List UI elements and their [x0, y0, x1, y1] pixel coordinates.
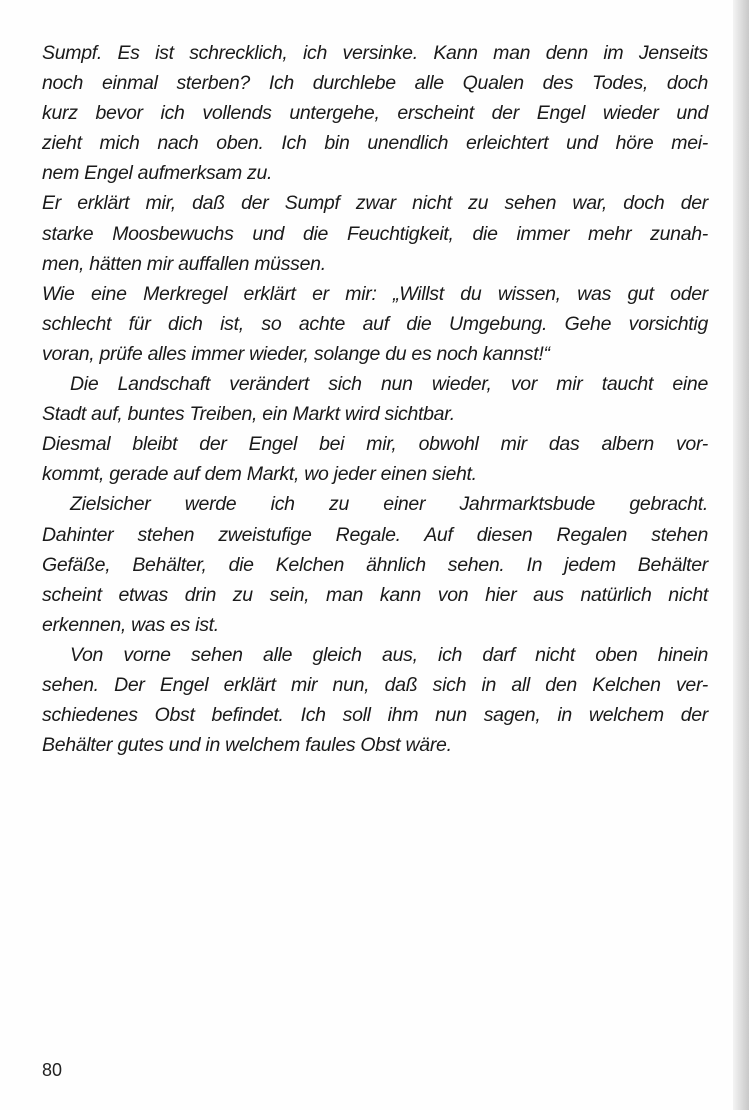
- text-line: men, hätten mir auffallen müssen.: [42, 252, 326, 275]
- text-line: schlecht für dich ist, so achte auf die Umgebung. Gehe vorsichtig: [42, 312, 708, 335]
- text-line: sehen. Der Engel erklärt mir nun, daß sich in all den Kelchen ver-: [42, 673, 708, 696]
- body-text: [42, 38, 708, 760]
- page-edge-shadow: [733, 0, 749, 1110]
- text-line: kommt, gerade auf dem Markt, wo jeder einen sieht.: [42, 463, 477, 486]
- text-line: nem Engel aufmerksam zu.: [42, 162, 273, 185]
- page-number: 80: [42, 1060, 63, 1080]
- text-line: Diesmal bleibt der Engel bei mir, obwohl mir das albern vor-: [42, 433, 708, 456]
- text-line: schiedenes Obst befindet. Ich soll ihm nun sagen, in welchem der: [42, 704, 708, 727]
- text-line: Sumpf. Es ist schrecklich, ich versinke. Kann man denn im Jenseits: [42, 42, 708, 64]
- text-line: Wie eine Merkregel erklärt er mir: „Willst du wissen, was gut oder: [42, 282, 708, 305]
- text-line: Dahinter stehen zweistufige Regale. Auf diesen Regalen stehen: [42, 523, 708, 546]
- text-line: Stadt auf, buntes Treiben, ein Markt wird sichtbar.: [42, 403, 455, 426]
- text-line: kurz bevor ich vollends untergehe, erscheint der Engel wieder und: [42, 102, 708, 125]
- text-line: voran, prüfe alles immer wieder, solange du es noch kannst!“: [42, 342, 550, 365]
- text-line: scheint etwas drin zu sein, man kann von hier aus natürlich nicht: [42, 583, 708, 606]
- text-line: Von vorne sehen alle gleich aus, ich darf nicht oben hinein: [70, 643, 708, 666]
- text-line: Behälter gutes und in welchem faules Obst wäre.: [42, 734, 452, 757]
- text-line: noch einmal sterben? Ich durchlebe alle Qualen des Todes, doch: [42, 72, 708, 95]
- text-line: Die Landschaft verändert sich nun wieder, vor mir taucht eine: [70, 373, 708, 396]
- text-line: Er erklärt mir, daß der Sumpf zwar nicht zu sehen war, doch der: [42, 192, 708, 215]
- text-line: starke Moosbewuchs und die Feuchtigkeit, die immer mehr zunah-: [42, 222, 708, 245]
- text-line: erkennen, was es ist.: [42, 613, 219, 636]
- text-line: zieht mich nach oben. Ich bin unendlich erleichtert und höre mei-: [42, 132, 708, 155]
- text-line: Gefäße, Behälter, die Kelchen ähnlich sehen. In jedem Behälter: [42, 553, 708, 576]
- text-line: Zielsicher werde ich zu einer Jahrmarktsbude gebracht.: [70, 493, 708, 516]
